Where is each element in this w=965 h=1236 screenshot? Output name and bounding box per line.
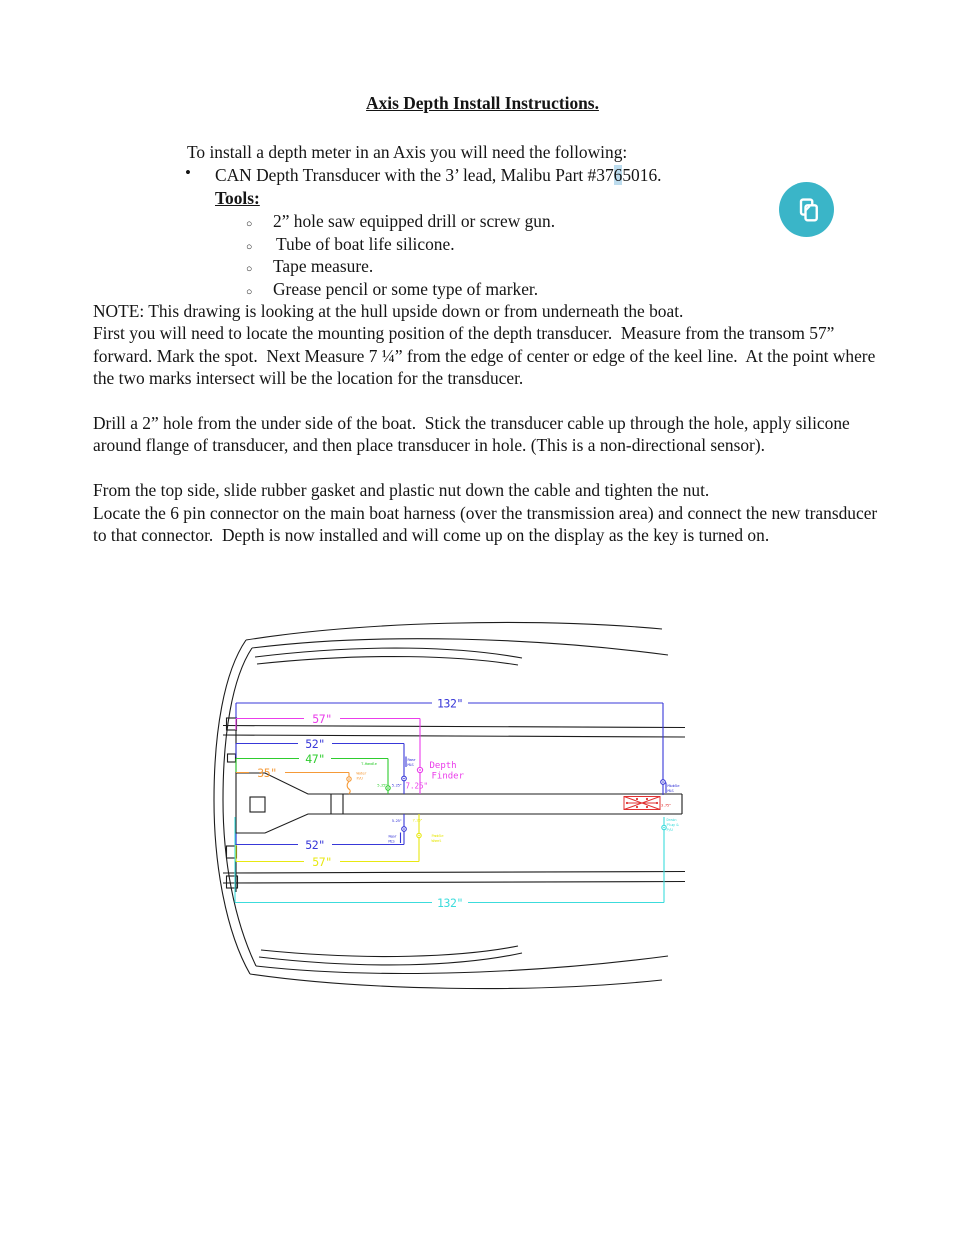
dim-132-bottom-label: 132" (436, 896, 464, 910)
hull-sweep-line (257, 657, 518, 665)
dim-57-top-label: 57" (312, 712, 332, 726)
keel-square-hole (250, 797, 265, 812)
hull-outline (214, 622, 685, 988)
offset-525-label: 5.25" (377, 782, 387, 788)
rear-mls-label: Rear (407, 757, 416, 762)
fin-dim-label: 3.75" (661, 802, 671, 808)
note-line: NOTE: This drawing is looking at the hull upside down or from underneath the boat. (93, 301, 684, 321)
offset-525-label: 5.25" (391, 818, 402, 823)
bullet-marker: • (185, 163, 191, 182)
dim-132-bottom (235, 817, 666, 903)
dim-57-bottom-label: 57" (312, 855, 332, 869)
paragraph-topside: From the top side, slide rubber gasket and plastic nut down the cable and tighten the nut. (93, 480, 710, 501)
dim-35-label: 35" (257, 766, 277, 780)
part-number-suffix: 5016. (622, 165, 662, 185)
offset-525-label: 5.25" (391, 782, 402, 788)
keel (236, 770, 682, 833)
part-number-line (215, 164, 662, 186)
sub-bullet-marker: ○ (246, 264, 253, 275)
page-title: Axis Depth Install Instructions. (366, 93, 599, 113)
hull-sweep-line (250, 974, 662, 989)
t-handle-label: T-Handle (361, 761, 377, 766)
tool-item: Grease pencil or some type of marker. (273, 278, 539, 299)
chine-line (223, 735, 685, 737)
intro-line: To install a depth meter in an Axis you will need the following: (187, 142, 628, 162)
chine-line (223, 882, 685, 884)
tracking-fin-detail (624, 797, 660, 810)
hull-diagram (200, 610, 700, 1000)
paragraph-drill: Drill a 2” hole from the under side of the boat. Stick the transducer cable up through the hole, apply silicone around flange of transducer, and then place transducer in hole. (This is a non-directional sensor). (93, 413, 855, 456)
offset-725-label: 7.25" (412, 817, 423, 823)
paddle-wheel-label: Paddle (431, 833, 444, 838)
drain-plug-label: Plug & (666, 822, 679, 827)
copy-pages-button[interactable] (779, 182, 834, 237)
sub-bullet-marker: ○ (246, 241, 253, 253)
tool-item: Tape measure. (273, 256, 374, 276)
dim-35 (236, 773, 351, 795)
tools-heading: Tools: (215, 188, 260, 208)
middle-mls-label: MLS (667, 788, 674, 793)
paddle-wheel-label: Wheel (431, 838, 442, 843)
dim-47-label: 47" (305, 752, 325, 766)
hull-sweep-line (252, 639, 668, 655)
part-number-prefix: CAN Depth Transducer with the 3’ lead, Malibu Part #37 (215, 165, 614, 185)
tool-item: 2” hole saw equipped drill or screw gun. (273, 211, 556, 231)
drain-plug-label: Drain (666, 817, 677, 822)
rear-mls-label: MLS (407, 762, 414, 767)
keel-divider (331, 794, 343, 814)
drain-plug-label: P/U (666, 827, 673, 832)
rear-mls-label: MLS (388, 838, 395, 844)
transom-bracket (228, 754, 236, 762)
hull-sweep-line (256, 956, 668, 973)
hull-sweep-line (261, 946, 518, 957)
water-pu-label: P/U (356, 775, 363, 781)
water-pu-label: Water (356, 770, 367, 776)
depth-finder-label: Depth (429, 761, 457, 771)
tool-item: Tube of boat life silicone. (276, 233, 455, 254)
hull-sweep-line (259, 953, 522, 965)
dim-132-top-label: 132" (436, 696, 464, 711)
depth-offset-label: 7.25" (405, 781, 429, 791)
sub-bullet-marker: ○ (246, 286, 253, 298)
hull-sweep-line (246, 622, 662, 640)
paragraph-connector: Locate the 6 pin connector on the main boat harness (over the transmission area) and connect the new transducer to that connector. Depth is now installed and will come up on the display as the key is turned on. (93, 502, 882, 546)
paragraph-measure: First you will need to locate the mounting position of the depth transducer. Measure from the transom 57” forward. Mark the spot. Next Measure 7 ¼” from the edge of center or edge of the keel line. At the point where the two marks intersect will be the location for the transducer. (93, 323, 880, 389)
keel-bottom-edge (236, 814, 682, 833)
rear-mls-label: Rear (388, 833, 397, 839)
chine-line (223, 726, 685, 728)
sub-bullet-marker: ○ (246, 219, 253, 230)
middle-mls-label: Middle (667, 783, 680, 788)
depth-finder-label: Finder (431, 771, 465, 782)
dim-52-bottom-label: 52" (305, 838, 325, 852)
transom-outer-arc (214, 640, 250, 974)
dim-52-top-label: 52" (305, 737, 325, 751)
copy-pages-icon (792, 195, 822, 225)
part-number-highlight: 6 (613, 165, 623, 185)
chine-line (223, 872, 685, 874)
